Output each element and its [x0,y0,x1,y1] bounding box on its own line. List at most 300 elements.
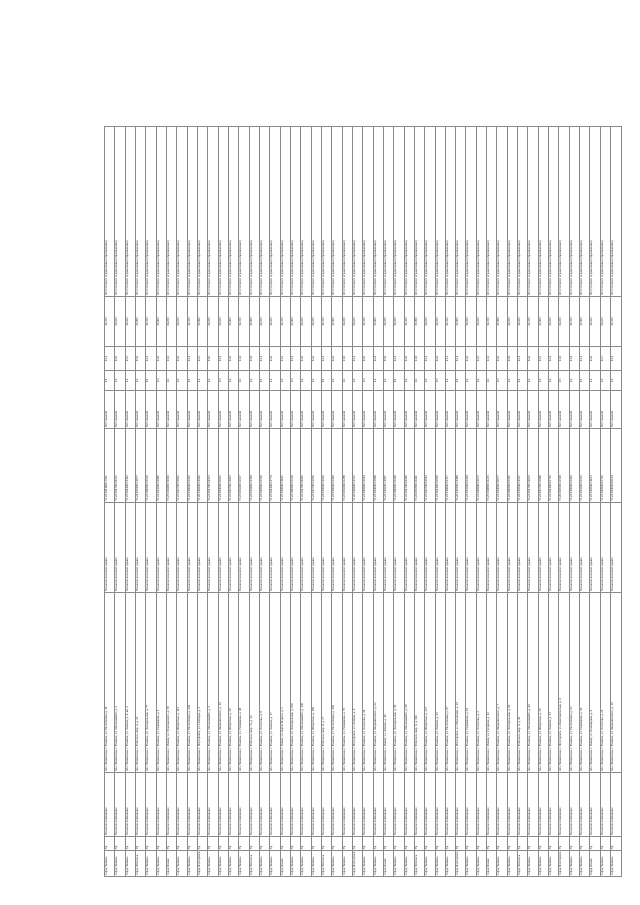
table-cell: 72:23:0427005:2098 [538,429,548,503]
table-cell: Нет записей [518,391,528,429]
table-cell: Нежилое нежилое здание [290,503,300,593]
table-cell: 72:23:0214002:2774 [270,429,280,503]
table-cell: Нежилое нежилое здание [115,503,125,593]
table-cell: Нежилое помещение [259,773,269,837]
table-cell: Нежилое нежилое здание [466,503,476,593]
table-cell: Тр [342,837,352,851]
table-cell: Нежилое нежилое здание [580,503,590,593]
table-row [342,127,352,877]
table-cell: обл. Тюменская, г. Ялуторовск, ул. Революции, д. 21 [456,593,466,773]
table-cell: город Ялуторовск [559,851,569,877]
table-cell: 72:23:0432002:2288 [342,429,352,503]
table-row [549,127,559,877]
table-cell: город Тюмень [301,851,311,877]
table-cell: Нежилое нежилое здание [507,503,517,593]
table-cell: обл. Тюменская, г. Тобольск, мкр. 7а, д. 12 [249,593,259,773]
table-cell: обл. Тюменская, г. Тюмень, ул. Холодильная, д. 136 [290,593,300,773]
table-cell: 15,905 [373,297,383,347]
table-cell: 1/3 [218,371,228,391]
table-cell: 1/1 [580,371,590,391]
table-cell: город Тобольск [249,851,259,877]
table-cell: Нет записей [280,391,290,429]
table-cell: 16,325 [105,297,115,347]
table-cell: город Тюмень [538,851,548,877]
table-cell: 1/3 [156,371,166,391]
table-cell: 16,325 [363,297,373,347]
table-cell: Нежилое помещение [414,773,424,837]
table-cell: 1/1 [518,371,528,391]
table-cell: Нежилое нежилое здание [239,503,249,593]
table-cell: обл. Тюменская, г. Тюмень, ул. Широтная, д. 56 [538,593,548,773]
table-cell: Отсутствуют ограничения (обременения) [611,127,622,297]
table-cell: Отсутствуют ограничения (обременения) [146,127,156,297]
table-cell: 72:23:0106004:2462 [569,429,579,503]
table-cell: Нежилое помещение [332,773,342,837]
table-cell: 72:23:0106003:2357 [445,429,455,503]
table-cell: 16,165 [218,297,228,347]
table-row [538,127,548,877]
table-cell: Тр [435,837,445,851]
table-cell: 72:23:0430001:5988 [373,429,383,503]
table-cell: Отсутствуют ограничения (обременения) [600,127,610,297]
table-row [497,127,507,877]
table-cell: 12,0 [497,347,507,371]
table-cell: 16,165 [600,297,610,347]
table-cell: 15,905 [228,297,238,347]
table-cell: 12,1 [611,347,622,371]
table-cell: Отсутствуют ограничения (обременения) [115,127,125,297]
table-cell: 12,1 [518,347,528,371]
table-cell: Тр [228,837,238,851]
table-cell: 12,0 [156,347,166,371]
table-cell: обл. Тюменская, г. Тюмень, ул. Мельникайте, д. 2 [115,593,125,773]
table-row [301,127,311,877]
table-cell: 16,025 [208,297,218,347]
table-cell: город Ишим [280,851,290,877]
table-row [228,127,238,877]
table-cell: Нежилое помещение [135,773,145,837]
table-cell: Нежилое помещение [507,773,517,837]
table-cell: 16,025 [549,297,559,347]
table-cell: 12,9 [507,347,517,371]
table-cell: город Тюмень [115,851,125,877]
table-cell: 14,1 [166,347,176,371]
table-cell: Тр [611,837,622,851]
table-row [156,127,166,877]
table-cell: обл. Тюменская, г. Тюмень, ул. Федюнинского, д. 7 [497,593,507,773]
table-cell: 16,195 [166,297,176,347]
table-cell: Нет записей [166,391,176,429]
table-cell: город Тюмень [342,851,352,877]
table-cell: Нежилое помещение [611,773,622,837]
table-row [249,127,259,877]
table-cell: Нежилое помещение [569,773,579,837]
table-cell: Отсутствуют ограничения (обременения) [497,127,507,297]
table-cell: 12,1 [290,347,300,371]
table-cell: Нежилое нежилое здание [559,503,569,593]
table-cell: Нет записей [528,391,538,429]
table-row [445,127,455,877]
table-cell: Отсутствуют ограничения (обременения) [290,127,300,297]
table-cell: 1/2 [301,371,311,391]
table-cell: Нежилое нежилое здание [146,503,156,593]
table-cell: Нежилое нежилое здание [135,503,145,593]
table-cell: город Тюмень [332,851,342,877]
table-cell: Тр [476,837,486,851]
table-cell: город Тюмень [445,851,455,877]
table-cell: Нежилое нежилое здание [425,503,435,593]
table-cell: Нежилое помещение [383,773,393,837]
table-cell: 16,165 [352,297,362,347]
table-cell: 12,1 [105,347,115,371]
table-cell: 12,0 [301,347,311,371]
table-cell: Нежилое помещение [394,773,404,837]
table-cell: Нежилое помещение [105,773,115,837]
table-cell: Тр [321,837,331,851]
table-cell: Отсутствуют ограничения (обременения) [332,127,342,297]
table-cell: 72:23:0430004:6134 [611,429,622,503]
table-cell: обл. Тюменская, г. Тюмень, ул. Холодильная, д. 18 [507,593,517,773]
table-cell: 16,025 [466,297,476,347]
table-cell: 72:23:0427003:2056 [311,429,321,503]
table-cell: Нет записей [228,391,238,429]
table-row [394,127,404,877]
table-cell: обл. Тюменская, г. Ялуторовск, ул. Свободы, д. 3 [197,593,207,773]
table-cell: Отсутствуют ограничения (обременения) [270,127,280,297]
table-cell: 1/2 [166,371,176,391]
table-row [425,127,435,877]
table-cell: Нежилое помещение [352,773,362,837]
table-row [414,127,424,877]
table-cell: Тр [414,837,424,851]
table-cell: 16,325 [487,297,497,347]
table-cell: обл. Тюменская, г. Тюмень, ул. Широтная, д. 100 [311,593,321,773]
property-register-table [104,126,622,877]
table-cell: Тр [208,837,218,851]
table-row [518,127,528,877]
table-cell: 12,0 [228,347,238,371]
table-cell: Нет записей [135,391,145,429]
table-cell: Нет записей [342,391,352,429]
table-cell: Отсутствуют ограничения (обременения) [197,127,207,297]
table-cell: Нет записей [394,391,404,429]
table-row [435,127,445,877]
table-cell: 72:24:0304002:1308 [249,429,259,503]
table-cell: Отсутствуют ограничения (обременения) [414,127,424,297]
table-cell: 1/2 [404,371,414,391]
table-cell: Нежилое помещение [549,773,559,837]
table-cell: 1/2 [569,371,579,391]
table-cell: 12,4 [239,347,249,371]
table-cell: Нежилое помещение [538,773,548,837]
table-cell: Нет записей [425,391,435,429]
table-cell: Тр [187,837,197,851]
table-cell: 72:25:0102002:1097 [383,429,393,503]
table-cell: 15,995 [497,297,507,347]
table-cell: 1/2 [197,371,207,391]
table-cell: Нежилое нежилое здание [456,503,466,593]
table-cell: 12,1 [580,347,590,371]
table-cell: 1/2 [590,371,600,391]
table-cell: Нежилое помещение [600,773,610,837]
table-cell: 12,1 [456,347,466,371]
table-cell: Нежилое нежилое здание [352,503,362,593]
table-cell: Нежилое помещение [125,773,135,837]
table-cell: Нежилое помещение [146,773,156,837]
table-cell: обл. Тюменская, г. Ишим, ул. Гагарина, д. 12 [487,593,497,773]
table-cell: Тр [301,837,311,851]
table-cell: Тр [549,837,559,851]
table-row [507,127,517,877]
table-cell: 1/2 [270,371,280,391]
table-cell: 72:26:0102001:1456 [197,429,207,503]
table-cell: 15,995 [135,297,145,347]
table-cell: 11,0 [135,347,145,371]
table-cell: 72:23:0418002:5120 [146,429,156,503]
table-cell: город Тобольск [321,851,331,877]
table-cell: Нежилое нежилое здание [476,503,486,593]
table-cell: обл. Тюменская, г. Тюмень, ул. Федюнинского, д. 62 [373,593,383,773]
table-cell: город Тюмень [497,851,507,877]
table-row [321,127,331,877]
table-cell: Тр [445,837,455,851]
table-cell: 72:23:0214003:2830 [435,429,445,503]
table-cell: Нежилое помещение [239,773,249,837]
table-cell: Нежилое нежилое здание [208,503,218,593]
table-cell: Нежилое помещение [115,773,125,837]
table-cell: город Тюмень [228,851,238,877]
table-cell: 72:26:0103002:1488 [456,429,466,503]
table-cell: 72:23:0217002:4512 [115,429,125,503]
table-cell: Тр [538,837,548,851]
table-cell: Тр [580,837,590,851]
table-cell: Отсутствуют ограничения (обременения) [507,127,517,297]
table-cell: 72:23:0429004:3702 [600,429,610,503]
table-cell: Нежилое помещение [270,773,280,837]
table-cell: 16,325 [445,297,455,347]
table-cell: город Тюмень [156,851,166,877]
table-cell: Нежилое нежилое здание [518,503,528,593]
table-cell: город Тюмень [580,851,590,877]
table-cell: Нежилое нежилое здание [105,503,115,593]
table-cell: 72:23:0418001:5239 [290,429,300,503]
table-cell: Нежилое помещение [301,773,311,837]
table-cell: Нежилое помещение [187,773,197,837]
table-cell: город Тюмень [425,851,435,877]
table-cell: 12,1 [425,347,435,371]
table-cell: обл. Тюменская, г. Тюмень, ул. Холодильная, д. 77 [146,593,156,773]
table-row [105,127,115,877]
table-cell: 12,0 [435,347,445,371]
table-cell: 72:23:0432004:2204 [466,429,476,503]
table-cell: Нежилое нежилое здание [445,503,455,593]
table-cell: Нет записей [208,391,218,429]
table-row [197,127,207,877]
table-cell: город Тюмень [363,851,373,877]
table-cell: Тр [105,837,115,851]
table-cell: Тр [404,837,414,851]
table-cell: Нежилое нежилое здание [177,503,187,593]
table-cell: Нежилое помещение [487,773,497,837]
table-cell: Отсутствуют ограничения (обременения) [280,127,290,297]
table-cell: 16,325 [321,297,331,347]
table-cell: 72:26:0104001:1532 [352,429,362,503]
table-cell: 16,165 [394,297,404,347]
table-cell: Нежилое нежилое здание [538,503,548,593]
table-cell: 12,0 [332,347,342,371]
table-row [177,127,187,877]
table-cell: 1/3 [497,371,507,391]
table-cell: 15,995 [197,297,207,347]
table-row [569,127,579,877]
table-cell: 16,025 [125,297,135,347]
table-cell: 1/2 [600,371,610,391]
table-cell: 1/2 [414,371,424,391]
table-cell: Тр [373,837,383,851]
table-cell: Нежилое помещение [373,773,383,837]
table-cell: Нет записей [590,391,600,429]
table-row [208,127,218,877]
table-cell: Отсутствуют ограничения (обременения) [135,127,145,297]
table-cell: Отсутствуют ограничения (обременения) [105,127,115,297]
table-cell: обл. Тюменская, г. Тюмень, ул. Логунова, д. 21 [600,593,610,773]
table-cell: 72:23:0214004:2716 [549,429,559,503]
table-cell: город Тобольск [135,851,145,877]
table-cell: 72:25:0105002:1163 [590,429,600,503]
table-cell: Нет записей [600,391,610,429]
table-cell: Нежилое помещение [166,773,176,837]
table-cell: 13,5 [125,347,135,371]
table-row [187,127,197,877]
table-cell: 1/2 [208,371,218,391]
table-row [456,127,466,877]
table-cell: 12,0 [590,347,600,371]
table-cell: город Ишим [487,851,497,877]
table-cell: Нет записей [311,391,321,429]
table-row [311,127,321,877]
table-cell: 1/2 [125,371,135,391]
table-cell: 72:23:0418003:5186 [394,429,404,503]
table-cell: город Тюмень [105,851,115,877]
table-cell: 72:23:0432001:2980 [156,429,166,503]
table-cell: 13,4 [569,347,579,371]
table-cell: Отсутствуют ограничения (обременения) [435,127,445,297]
table-cell: город Тюмень [373,851,383,877]
table-cell: Тр [146,837,156,851]
table-row [290,127,300,877]
table-cell: Нет записей [404,391,414,429]
table-cell: 15,905 [290,297,300,347]
table-cell: Нежилое нежилое здание [487,503,497,593]
register-table-area [104,127,622,877]
table-cell: обл. Тюменская, г. Тюмень, ул. Ленина, д. 61 [435,593,445,773]
table-cell: 72:25:0106001:1182 [280,429,290,503]
table-cell: обл. Тюменская, г. Тобольск, мкр. 4, д. 21 [135,593,145,773]
table-cell: Отсутствуют ограничения (обременения) [373,127,383,297]
table-cell: 16,325 [404,297,414,347]
table-cell: Нежилое нежилое здание [383,503,393,593]
table-cell: Нет записей [476,391,486,429]
table-cell: Тр [259,837,269,851]
table-cell: 72:24:0301001:1877 [135,429,145,503]
table-cell: Нежилое нежилое здание [600,503,610,593]
table-cell: 72:23:0106001:2201 [187,429,197,503]
table-cell: Нежилое нежилое здание [280,503,290,593]
rotated-table-wrapper [104,127,622,877]
table-cell: обл. Тюменская, г. Тюмень, ул. Ленина, д. 33 [549,593,559,773]
table-cell: город Тюмень [611,851,622,877]
table-cell: 72:23:0429003:3671 [476,429,486,503]
table-cell: 12,5 [197,347,207,371]
table-cell: Нет записей [187,391,197,429]
table-cell: Нежилое нежилое здание [301,503,311,593]
table-cell: 12,0 [115,347,125,371]
table-cell: 1/2 [383,371,393,391]
table-cell: 72:23:0430003:6077 [497,429,507,503]
table-cell: Нет записей [239,391,249,429]
table-cell: Нежилое нежилое здание [404,503,414,593]
table-cell: 1/2 [528,371,538,391]
table-cell: Отсутствуют ограничения (обременения) [228,127,238,297]
table-cell: Тр [363,837,373,851]
table-cell: Нежилое помещение [249,773,259,837]
table-cell: 1/2 [373,371,383,391]
table-cell: Тр [456,837,466,851]
table-cell: Тр [383,837,393,851]
table-cell: 16,165 [559,297,569,347]
table-row [559,127,569,877]
table-cell: Тр [559,837,569,851]
table-cell: город Ишим [383,851,393,877]
table-cell: Нет записей [611,391,622,429]
table-cell: Нежилое помещение [156,773,166,837]
table-cell: Нежилое нежилое здание [332,503,342,593]
table-cell: Отсутствуют ограничения (обременения) [352,127,362,297]
table-cell: Нет записей [105,391,115,429]
table-row [352,127,362,877]
table-cell: 72:24:0306001:1620 [321,429,331,503]
table-cell: Нежилое помещение [590,773,600,837]
table-cell: Нежилое нежилое здание [569,503,579,593]
table-cell: 1/2 [280,371,290,391]
table-cell: город Тюмень [507,851,517,877]
table-cell: Нет записей [435,391,445,429]
table-cell: 1/1 [321,371,331,391]
table-cell: Тр [218,837,228,851]
table-cell: 16,165 [115,297,125,347]
table-cell: Тр [239,837,249,851]
table-cell: Нежилое нежилое здание [373,503,383,593]
table-cell: 15,905 [538,297,548,347]
table-cell: 12,0 [363,347,373,371]
table-cell: обл. Тюменская, г. Тюмень, ул. Ленина, д. 4, кв. 1 [125,593,135,773]
table-cell: 16,325 [187,297,197,347]
table-row [383,127,393,877]
table-cell: 15,995 [249,297,259,347]
table-cell: 12,1 [321,347,331,371]
table-cell: Нежилое нежилое здание [497,503,507,593]
table-cell: Отсутствуют ограничения (обременения) [125,127,135,297]
table-cell: Нет записей [363,391,373,429]
table-cell: Нежилое помещение [518,773,528,837]
table-cell: обл. Тюменская, г. Тюмень, ул. Пермякова, д. 10 [466,593,476,773]
table-cell: обл. Тюменская, г. Тюмень, ул. Мельникайте, д. 130 [301,593,311,773]
table-cell: 1/3 [559,371,569,391]
table-cell: Отсутствуют ограничения (обременения) [590,127,600,297]
table-cell: обл. Тюменская, г. Тюмень, ул. Мельникайте, д. 5 [208,593,218,773]
table-cell: 16,165 [518,297,528,347]
table-cell: город Тобольск [518,851,528,877]
